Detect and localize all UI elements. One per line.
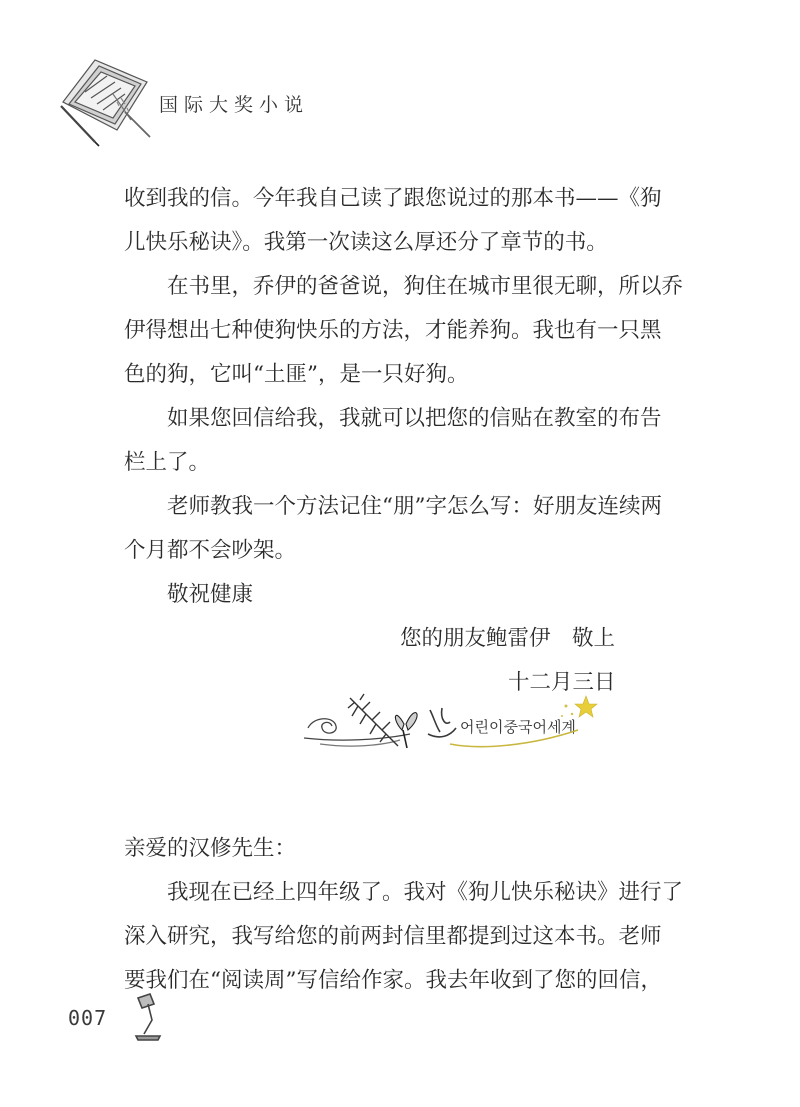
butterfly-branch-divider-icon — [300, 690, 610, 760]
text-line: 要我们在“阅读周”写信给作家。我去年收到了您的回信， — [124, 968, 662, 993]
signature-line: 您的朋友鲍雷伊 敬上 — [400, 626, 616, 651]
text-line: 我现在已经上四年级了。我对《狗儿快乐秘诀》进行了 — [124, 880, 684, 905]
page-footer — [68, 990, 188, 1050]
text-line: 如果您回信给我，我就可以把您的信贴在教室的布告 — [124, 406, 662, 431]
hanja-caption: 산윤 — [428, 726, 430, 727]
closing-line: 敬祝健康 — [124, 582, 254, 607]
text-line: 伊得想出七种使狗快乐的方法，才能养狗。我也有一只黑 — [124, 318, 662, 343]
date-line: 十二月三日 — [508, 670, 616, 695]
desk-lamp-icon — [130, 990, 170, 1042]
books-and-pen-sketch-icon — [55, 42, 155, 147]
series-title: 国际大奖小说 — [159, 94, 310, 116]
salutation: 亲爱的汉修先生： — [124, 836, 297, 861]
text-line: 儿快乐秘诀》。我第一次读这么厚还分了章节的书。 — [124, 230, 608, 255]
star-icon — [575, 696, 597, 717]
text-line: 栏上了。 — [124, 450, 211, 475]
butterfly — [395, 713, 417, 748]
text-line: 个月都不会吵架。 — [124, 538, 297, 563]
text-line: 收到我的信。今年我自己读了跟您说过的那本书——《狗 — [124, 186, 662, 211]
text-line: 在书里，乔伊的爸爸说，狗住在城市里很无聊，所以乔 — [124, 274, 684, 299]
page-header — [55, 42, 375, 152]
korean-caption: 어린이중국어세계 — [460, 718, 576, 736]
text-line: 老师教我一个方法记住“朋”字怎么写：好朋友连续两 — [124, 494, 662, 519]
page-number: 007 — [68, 1006, 108, 1030]
text-line: 深入研究，我写给您的前两封信里都提到过这本书。老师 — [124, 924, 662, 949]
text-line: 色的狗，它叫“土匪”，是一只好狗。 — [124, 362, 469, 387]
